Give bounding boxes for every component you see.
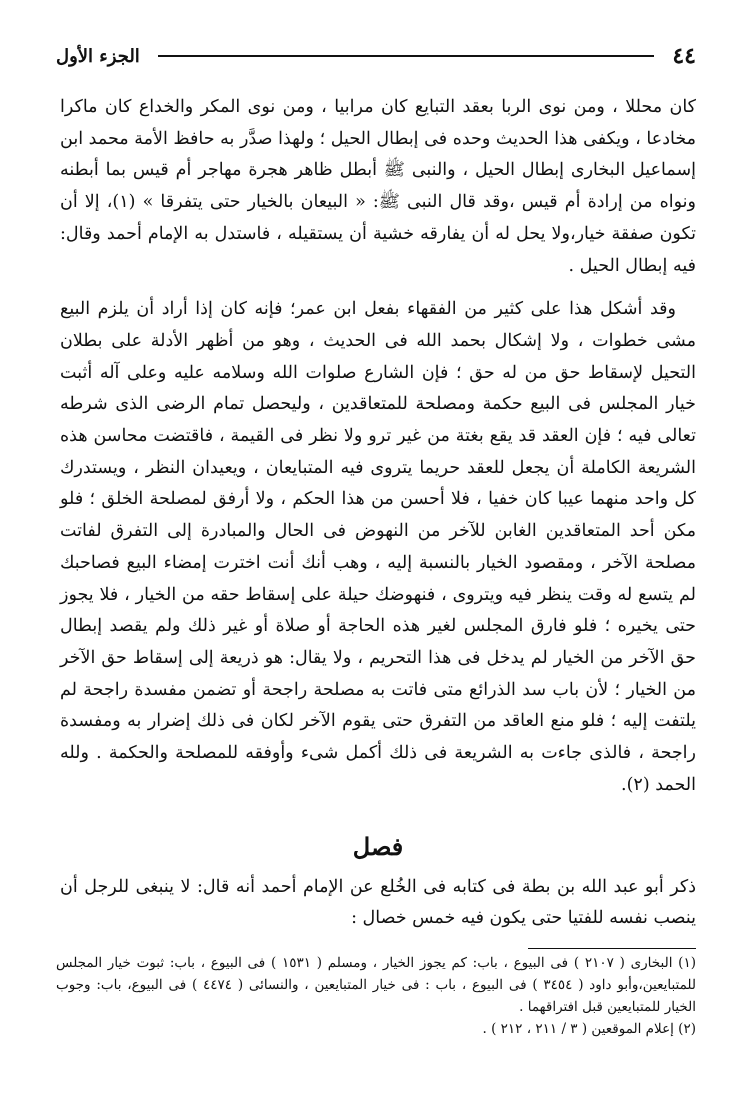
footnote-2: (٢) إعلام الموقعين ( ٣ / ٢١١ ، ٢١٢ ) . [482,1021,696,1037]
section-paragraph: ذكر أبو عبد الله بن بطة فى كتابه فى الخُلع عن الإمام أحمد أنه قال: لا ينبغى للرجل أن ينصب نفسه للفتيا حتى يكون فيه خمس خصال : [60,877,696,928]
page-header [56,36,696,76]
footnote-1: (١) البخارى ( ٢١٠٧ ) فى البيوع ، باب: كم يجوز الخيار ، ومسلم ( ١٥٣١ ) فى البيوع ، باب: ثبوت خيار المجلس للمتبايعين،وأبو داود ( ٣٤٥٤ ) فى البيوع ، باب : فى خيار المتبايعين ، والنسائى ( ٤٤٧٤ ) فى البيوع، باب: وجوب الخيار للمتبايعين قبل افتراقهما . [56,955,696,1015]
header-rule [158,55,655,57]
paragraph-1: كان محللا ، ومن نوى الربا بعقد التبايع كان مرابيا ، ومن نوى المكر والخداع كان ماكرا مخادعا ، ويكفى هذا الحديث وحده فى إبطال الحيل ؛ ولهذا صدَّر به حافظ الأمة محمد ابن إسماعيل البخارى إبطال الحيل ، والنبى ﷺ أبطل ظاهر هجرة مهاجر أم قيس بما أبطنه ونواه من إرادة أم قيس ،وقد قال النبى ﷺ: « البيعان بالخيار حتى يتفرقا » (١)، إلا أن تكون صفقة خيار،ولا يحل له أن يفارقه خشية أن يستقيله ، فاستدل به الإمام أحمد وقال: فيه إبطال الحيل . [60,97,696,276]
footnote-divider [528,948,696,949]
volume-title: الجزء الأول [56,45,140,67]
paragraph-2: وقد أشكل هذا على كثير من الفقهاء بفعل ابن عمر؛ فإنه كان إذا أراد أن يلزم البيع مشى خطوات ، ولا إشكال بحمد الله فى الحديث ، وهو من أظهر الأدلة على بطلان التحيل لإسقاط حق من له حق ؛ فإن الشارع صلوات الله وسلامه عليه وعلى آله أثبت خيار المجلس فى البيع حكمة ومصلحة للمتعاقدين ، وليحصل تمام الرضى الذى شرطه تعالى فيه ؛ فإن العقد قد يقع بغتة من غير ترو ولا نظر فى القيمة ، فاقتضت محاسن هذه الشريعة الكاملة أن يجعل للعقد حريما يتروى فيه المتبايعان ، ويعيدان النظر ، ويستدرك كل واحد منهما عيبا كان خفيا ، فلا أحسن من هذا الحكم ، ولا أرفق لمصلحة الخلق ؛ فلو مكن أحد المتعاقدين الغابن للآخر من النهوض فى الحال والمبادرة إلى التفرق لفاتت مصلحة الآخر ، ومقصود الخيار بالنسبة إليه ، وهب أنك أنت اخترت إمضاء البيع فصاحبك لم يتسع له وقت ينظر فيه ويتروى ، فنهوضك حيلة على إسقاط حقه من الخيار ، فلا يجوز حتى يخيره ؛ فلو فارق المجلس لغير هذه الحاجة أو صلاة أو غير ذلك ولم يقصد إبطال حق الآخر من الخيار لم يدخل فى هذا التحريم ، ولا يقال: هو ذريعة إلى إسقاط حق الآخر من الخيار ؛ لأن باب سد الذرائع متى فاتت به مصلحة راجحة أو تضمن مفسدة راجحة لم يلتفت إليه ؛ فلو منع العاقد من التفرق حتى يقوم الآخر لكان فى ذلك إضرار به ومفسدة راجحة ، فالذى جاءت به الشريعة فى ذلك أكمل شىء وأوفقه للمصلحة والحكمة . ولله الحمد (٢). [60,299,696,795]
main-text [60,92,696,801]
page-number: ٤٤ [672,43,696,69]
footnotes [56,952,696,1040]
section-heading: فصل [352,832,404,861]
